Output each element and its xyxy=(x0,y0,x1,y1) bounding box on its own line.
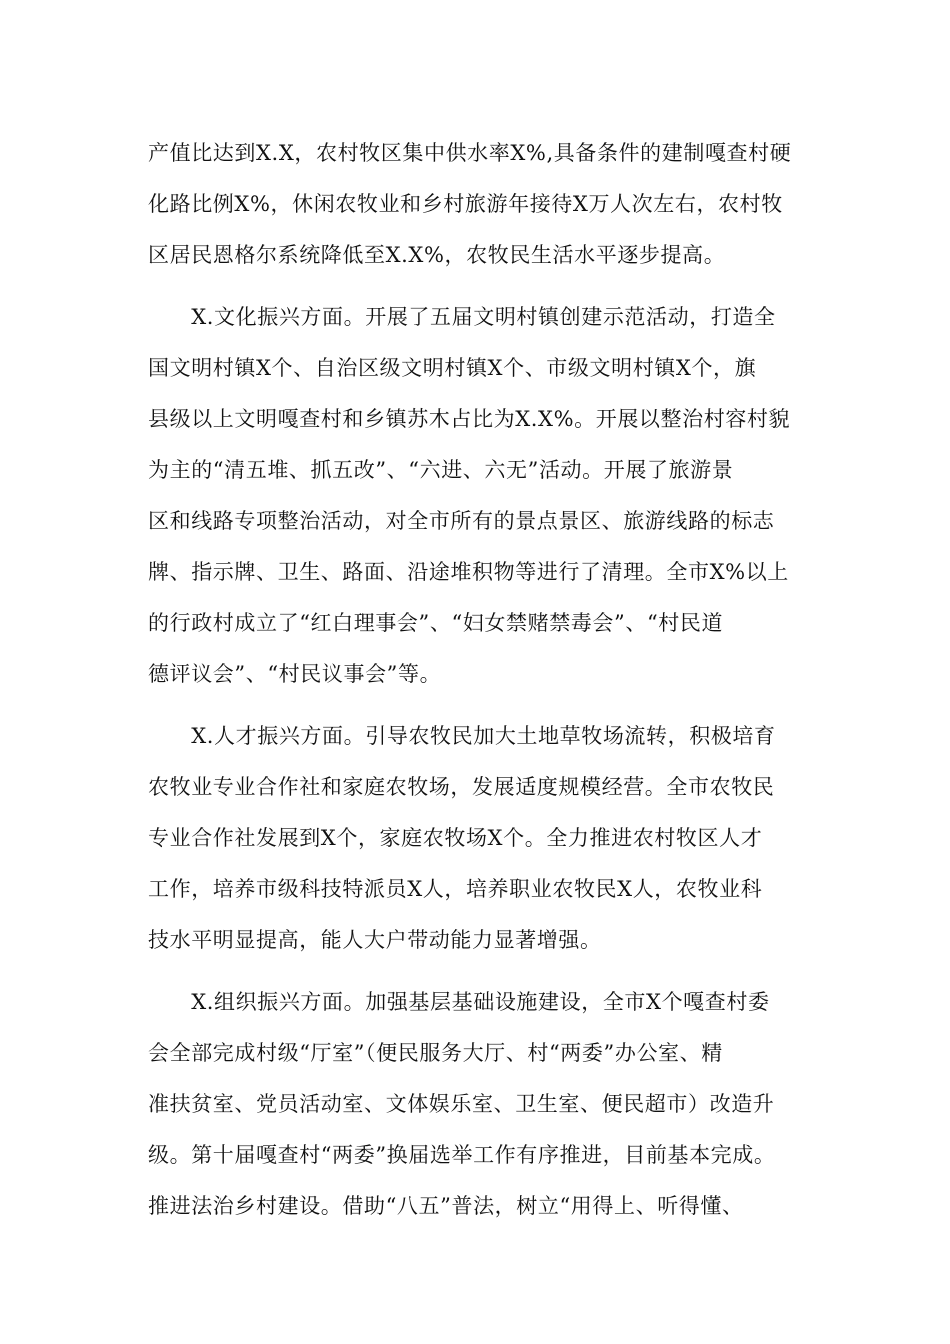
text-line: 农牧业专业合作社和家庭农牧场，发展适度规模经营。全市农牧民 xyxy=(148,775,775,799)
text-line: 为主的“清五堆、抓五改”、“六进、六无”活动。开展了旅游景 xyxy=(148,458,734,482)
text-line: 县级以上文明嘎查村和乡镇苏木占比为X.X%。开展以整治村容村貌 xyxy=(148,407,791,431)
text-line: 化路比例X%，休闲农牧业和乡村旅游年接待X万人次左右，农村牧 xyxy=(148,192,783,216)
text-line: 产值比达到X.X，农村牧区集中供水率X%,具备条件的建制嘎查村硬 xyxy=(148,141,792,165)
text-line: 专业合作社发展到X个，家庭农牧场X个。全力推进农村牧区人才 xyxy=(148,826,763,850)
paragraph-living-standards xyxy=(148,128,828,281)
text-line: 国文明村镇X个、自治区级文明村镇X个、市级文明村镇X个，旗 xyxy=(148,356,757,380)
text-line: X.组织振兴方面。加强基层基础设施建设，全市X个嘎查村委 xyxy=(148,990,770,1014)
paragraph-cultural-revitalization xyxy=(148,292,828,700)
text-line: 级。第十届嘎查村“两委”换届选举工作有序推进，目前基本完成。 xyxy=(148,1143,776,1167)
text-line: 技水平明显提高，能人大户带动能力显著增强。 xyxy=(148,928,602,952)
text-line: X.文化振兴方面。开展了五届文明村镇创建示范活动，打造全 xyxy=(148,305,776,329)
document-body xyxy=(148,128,828,1232)
text-line: X.人才振兴方面。引导农牧民加大土地草牧场流转，积极培育 xyxy=(148,724,776,748)
text-line: 牌、指示牌、卫生、路面、沿途堆积物等进行了清理。全市X%以上 xyxy=(148,560,789,584)
text-line: 的行政村成立了“红白理事会”、“妇女禁赌禁毒会”、“村民道 xyxy=(148,611,724,635)
text-line: 区居民恩格尔系统降低至X.X%，农牧民生活水平逐步提高。 xyxy=(148,243,726,267)
text-line: 德评议会”、“村民议事会”等。 xyxy=(148,662,442,686)
text-line: 准扶贫室、党员活动室、文体娱乐室、卫生室、便民超市）改造升 xyxy=(148,1092,775,1116)
paragraph-talent-revitalization xyxy=(148,711,828,966)
text-line: 推进法治乡村建设。借助“八五”普法，树立“用得上、听得懂、 xyxy=(148,1194,744,1218)
text-line: 工作，培养市级科技特派员X人，培养职业农牧民X人，农牧业科 xyxy=(148,877,763,901)
text-line: 会全部完成村级“厅室”（便民服务大厅、村“两委”办公室、精 xyxy=(148,1041,723,1065)
text-line: 区和线路专项整治活动，对全市所有的景点景区、旅游线路的标志 xyxy=(148,509,775,533)
paragraph-organizational-revitalization xyxy=(148,977,828,1232)
